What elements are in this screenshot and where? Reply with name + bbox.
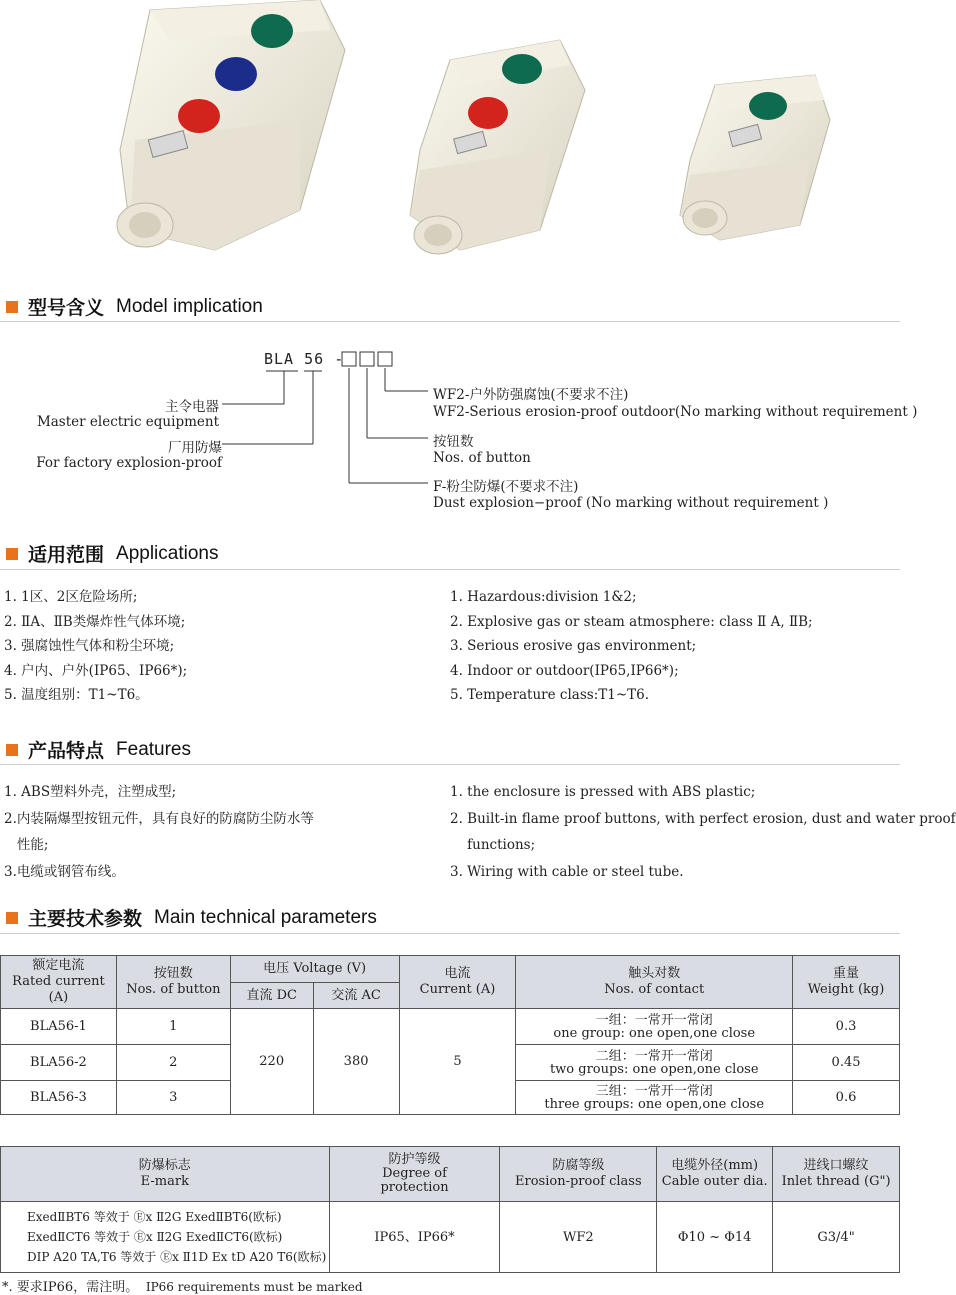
section-marker-icon bbox=[6, 912, 18, 924]
list-item: functions; bbox=[450, 837, 536, 853]
one-button-box bbox=[680, 75, 830, 240]
cell-buttons: 3 bbox=[116, 1081, 230, 1115]
list-item: 2. ⅡA、ⅡB类爆炸性气体环境; bbox=[4, 613, 186, 630]
divider bbox=[0, 933, 900, 934]
cell-contacts: 一组：一常开一常闭 one group: one open,one close bbox=[516, 1009, 793, 1045]
header-dc: 直流 DC bbox=[230, 983, 313, 1009]
list-item: 3. Wiring with cable or steel tube. bbox=[450, 863, 684, 880]
model-code: BLA 56 - bbox=[264, 350, 345, 368]
features-list-en bbox=[450, 779, 956, 885]
product-illustration bbox=[0, 0, 900, 270]
section-marker-icon bbox=[6, 548, 18, 560]
cell-contacts: 三组：一常开一常闭 three groups: one open,one close bbox=[516, 1081, 793, 1115]
header-emark: 防爆标志 E-mark bbox=[1, 1147, 330, 1202]
cell-erosion: WF2 bbox=[500, 1202, 657, 1273]
section-marker-icon bbox=[6, 744, 18, 756]
section-title-cn: 主要技术参数 bbox=[28, 908, 143, 930]
section-model-heading bbox=[6, 293, 263, 320]
label-wf2-cn: WF2-户外防强腐蚀(不要求不注) bbox=[433, 387, 629, 403]
list-item: 2.内装隔爆型按钮元件，具有良好的防腐防尘防水等 bbox=[4, 810, 314, 827]
label-factory-cn: 厂用防爆 bbox=[168, 440, 222, 456]
table-row bbox=[1, 1202, 900, 1273]
features-list-cn bbox=[4, 779, 314, 885]
header-protection: 防护等级 Degree of protection bbox=[329, 1147, 500, 1202]
cell-weight: 0.3 bbox=[793, 1009, 900, 1045]
label-master-en: Master electric equipment bbox=[36, 414, 219, 430]
header-buttons: 按钮数 Nos. of button bbox=[116, 956, 230, 1009]
emark-line: DIP A20 TA,T6 等效于 Ⓔx Ⅱ1D Ex tD A20 T6(欧标) bbox=[27, 1250, 327, 1264]
header-voltage: 电压 Voltage (V) bbox=[230, 956, 399, 983]
cell-weight: 0.45 bbox=[793, 1045, 900, 1081]
list-item: 4. 户内、户外(IP65、IP66*); bbox=[4, 662, 188, 679]
section-title-en: Main technical parameters bbox=[154, 906, 377, 928]
cell-buttons: 2 bbox=[116, 1045, 230, 1081]
table-row bbox=[1, 1009, 900, 1045]
header-current: 电流 Current (A) bbox=[399, 956, 516, 1009]
header-cable: 电缆外径(mm) Cable outer dia. bbox=[657, 1147, 773, 1202]
cell-thread: G3/4" bbox=[773, 1202, 900, 1273]
list-item: 1. 1区、2区危险场所; bbox=[4, 589, 138, 605]
label-master-cn: 主令电器 bbox=[165, 399, 219, 415]
emark-line: ExedⅡCT6 等效于 Ⓔx Ⅱ2G ExedⅡCT6(欧标) bbox=[27, 1230, 283, 1244]
footnote-en: IP66 requirements must be marked bbox=[145, 1280, 363, 1294]
section-title-en: Applications bbox=[116, 542, 219, 564]
list-item: 3. 强腐蚀性气体和粉尘环境; bbox=[4, 638, 175, 654]
header-ac: 交流 AC bbox=[313, 983, 399, 1009]
list-item: 2. Built-in flame proof buttons, with perfect erosion, dust and water proof bbox=[450, 810, 956, 827]
cell-dc: 220 bbox=[230, 1009, 313, 1115]
label-dust-cn: F-粉尘防爆(不要求不注) bbox=[433, 479, 579, 495]
list-item: 4. Indoor or outdoor(IP65,IP66*); bbox=[450, 662, 679, 679]
two-button-box bbox=[410, 40, 585, 254]
list-item: 1. ABS塑料外壳，注塑成型; bbox=[4, 784, 177, 800]
section-title-cn: 型号含义 bbox=[28, 297, 105, 319]
section-title-en: Features bbox=[116, 738, 191, 760]
cell-emarks bbox=[1, 1202, 330, 1273]
list-item: 1. the enclosure is pressed with ABS plastic; bbox=[450, 784, 756, 800]
three-button-box bbox=[117, 0, 345, 250]
header-rated-current: 额定电流 Rated current (A) bbox=[1, 956, 117, 1009]
header-contacts: 触头对数 Nos. of contact bbox=[516, 956, 793, 1009]
cell-protection: IP65、IP66* bbox=[329, 1202, 500, 1273]
section-marker-icon bbox=[6, 301, 18, 313]
divider bbox=[0, 321, 900, 322]
footnote bbox=[2, 1276, 363, 1295]
applications-list-en bbox=[450, 585, 813, 708]
cell-model: BLA56-1 bbox=[1, 1009, 117, 1045]
header-thread: 进线口螺纹 Inlet thread (G") bbox=[773, 1147, 900, 1202]
divider bbox=[0, 569, 900, 570]
section-title-cn: 适用范围 bbox=[28, 544, 105, 566]
cell-cable: Φ10 ~ Φ14 bbox=[657, 1202, 773, 1273]
divider bbox=[0, 764, 900, 765]
list-item: 1. Hazardous:division 1&2; bbox=[450, 589, 637, 605]
list-item: 性能; bbox=[4, 837, 49, 853]
cell-ac: 380 bbox=[313, 1009, 399, 1115]
cell-current: 5 bbox=[399, 1009, 516, 1115]
section-applications-heading bbox=[6, 540, 218, 567]
footnote-cn: *. 要求IP66，需注明。 bbox=[2, 1280, 139, 1295]
list-item: 5. 温度组别：T1~T6。 bbox=[4, 687, 149, 703]
section-features-heading bbox=[6, 736, 191, 763]
list-item: 5. Temperature class:T1~T6. bbox=[450, 687, 650, 703]
label-buttons-en: Nos. of button bbox=[433, 450, 531, 466]
label-buttons-cn: 按钮数 bbox=[433, 434, 474, 450]
label-dust-en: Dust explosion−proof (No marking without requirement ) bbox=[433, 495, 829, 511]
list-item: 2. Explosive gas or steam atmosphere: class Ⅱ A, ⅡB; bbox=[450, 613, 813, 630]
list-item: 3. Serious erosive gas environment; bbox=[450, 638, 697, 654]
cell-contacts: 二组：一常开一常闭 two groups: one open,one close bbox=[516, 1045, 793, 1081]
list-item: 3.电缆或钢管布线。 bbox=[4, 863, 125, 880]
cell-buttons: 1 bbox=[116, 1009, 230, 1045]
cell-weight: 0.6 bbox=[793, 1081, 900, 1115]
section-title-en: Model implication bbox=[116, 295, 263, 317]
section-params-heading bbox=[6, 904, 377, 931]
emark-line: ExedⅡBT6 等效于 Ⓔx Ⅱ2G ExedⅡBT6(欧标) bbox=[27, 1210, 282, 1224]
params-table bbox=[0, 955, 900, 1115]
label-wf2-en: WF2-Serious erosion-proof outdoor(No marking without requirement ) bbox=[433, 404, 918, 420]
product-photos bbox=[0, 0, 900, 270]
label-factory-en: For factory explosion-proof bbox=[36, 455, 222, 471]
cell-model: BLA56-2 bbox=[1, 1045, 117, 1081]
header-erosion: 防腐等级 Erosion-proof class bbox=[500, 1147, 657, 1202]
section-title-cn: 产品特点 bbox=[28, 740, 105, 762]
cell-model: BLA56-3 bbox=[1, 1081, 117, 1115]
applications-list-cn bbox=[4, 585, 187, 708]
header-weight: 重量 Weight (kg) bbox=[793, 956, 900, 1009]
emark-table bbox=[0, 1146, 900, 1273]
